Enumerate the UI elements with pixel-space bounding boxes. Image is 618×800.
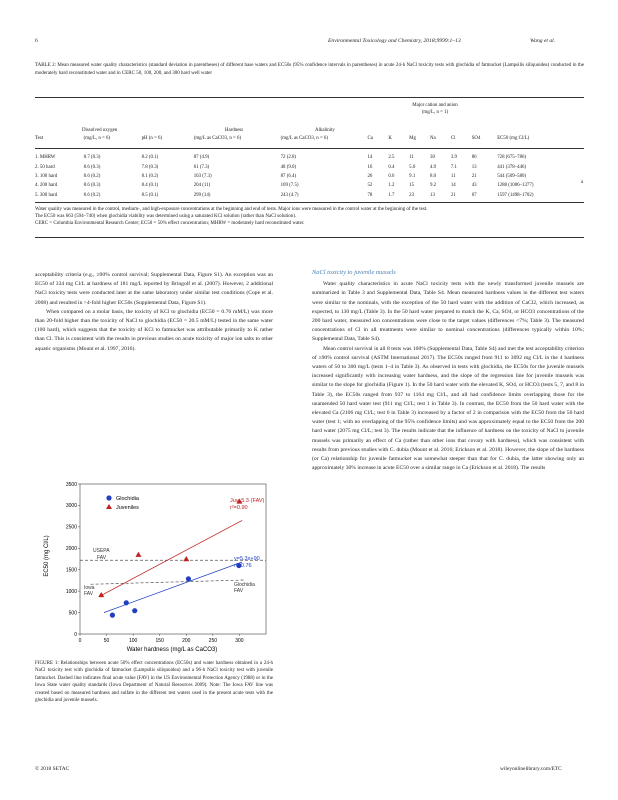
th-test: Test (35, 136, 44, 141)
running-header-journal: Environmental Toxicology and Chemistry, 2018;9999:1–13 (328, 38, 461, 44)
table-cell: 4. 200 hard (35, 183, 58, 189)
x-tick-label: 250 (208, 638, 218, 644)
table-cell: 8.6 (0.2) (83, 192, 101, 198)
annotation-usepa-fav: FAV (97, 555, 107, 561)
table-cell: 8.4 (0.1) (141, 183, 159, 189)
data-point-glochidia (124, 600, 129, 605)
table-cell: 52 (367, 183, 373, 189)
footer-copyright: © 2018 SETAC (35, 766, 70, 772)
table-cell: 87 (4.9) (193, 155, 210, 161)
figure-caption: FIGURE 1: Relationships between acute 50% effect concentrations (EC50s) and water hardness obtained in a 24-h NaCl toxicity test with glochidia of fatmucket (Lampsilis siliquoidea) and a 96-h NaCl toxicity test with juvenile fatmucket. Dashed line indicates final acute value (FAV) in the US Environmental Protection Agency (1988) or in the Iowa State water quality standards (Iowa Department of Natural Resources 2009). Note: The Iowa FAV line was created based on measured hardness and sulfate in the different test waters used in the present acute tests with the glochidia and juvenile mussels. (35, 661, 273, 704)
table-cell: 30 (430, 155, 435, 161)
y-axis-label: EC50 (mg Cl/L) (44, 535, 50, 577)
y-tick-label: 2000 (65, 546, 77, 553)
table-major-unit: (mg/L, n = 1) (421, 110, 449, 115)
table-cell: 2. 50 hard (35, 164, 55, 170)
th-ph: pH (n = 6) (141, 136, 163, 141)
table-row (35, 191, 590, 200)
th-k: K (388, 136, 392, 141)
table-cell: 1.7 (388, 192, 395, 198)
table-cell: 299 (14) (193, 192, 211, 198)
footer-link[interactable]: wileyonlinelibrary.com/ETC (500, 766, 562, 772)
table-cell: 1288 (1006–1377) (497, 183, 534, 189)
table-cell: 48 (9.0) (280, 164, 297, 170)
table-cell: 21 (471, 173, 477, 179)
annotation-juvenile-name: Juv. 5.3·(FAV) (230, 498, 265, 504)
annotation-usepa: USEPA (93, 548, 110, 554)
data-point-glochidia (110, 613, 115, 618)
table-row (35, 162, 590, 171)
y-tick-label: 0 (74, 631, 77, 638)
table-cell: 243 (4.7) (280, 192, 299, 198)
table-cell: 8.0 (430, 173, 437, 179)
table-cell: 169 (7.5) (280, 183, 299, 189)
y-tick-label: 3500 (65, 481, 77, 488)
annotation-glochidia-eq: y=5.3x+90 (234, 556, 260, 562)
table-cell: 3. 100 hard (35, 173, 58, 179)
table-cell: 8.6 (0.3) (83, 183, 101, 189)
y-tick-label: 3000 (65, 503, 77, 510)
table-superscript: a (581, 180, 584, 185)
table-cell: 204 (11) (193, 183, 211, 189)
th-hardness: (mg/L as CaCO3, n = 6) (193, 136, 242, 141)
table-cell: 7.1 (450, 164, 457, 170)
table-header-do: Dissolved oxygen (82, 128, 118, 133)
table-cell: 8.6 (0.3) (83, 164, 101, 170)
right-column-text (312, 268, 584, 473)
table-cell: 14 (367, 155, 373, 161)
table-major-group-header: Major cation and anion (412, 103, 458, 108)
data-point-glochidia (132, 608, 137, 613)
table-cell: 8.2 (0.1) (141, 155, 159, 161)
paragraph: Mean control survival in all 8 tests was 100% (Supplemental Data, Table S4) and met the test acceptability criterion of ≥90% control survival (ASTM International 2017). The EC50s ranged from 911 to 3092 mg Cl/L in the 4 hardness waters of 50 to 300 mg/L (tests 1–4 in Table 3). As observed in tests with glochidia, the EC50s for the juvenile mussels increased significantly with increasing water hardness, and the slope of the regression line for juvenile mussels was similar to the slope for glochidia (Figure 1). In the 50 hard water with the elevated K, SO4, or HCO3 (tests 5, 7, and 8 in Table 3), the EC50s ranged from 937 to 1164 mg Cl/L, and all had confidence limits overlapping those for the unamended 50 hard water test (911 mg Cl/L; test 1 in Table 3). In contrast, the EC50 from the 50 hard water with the elevated Ca (2106 mg Cl/L; test 6 in Table 3) increased by a factor of 2 in comparison with the EC50 from the 50 hard water (test 1; with no overlapping of the 95% confidence limits) and was approximately equal to the EC50 from the 200 hard water (2075 mg Cl/L; test 3). The results indicate that the influence of hardness on the toxicity of NaCl to juvenile mussels was primarily an effect of Ca (rather than other ions that covary with hardness), which was consistent with results from previous studies with C. dubia (Mount et al. 2016; Erickson et al. 2018). However, the slope of the hardness (or Ca) relationship for juvenile fatmucket was somewhat steeper than that for C. dubia, the latter showing only an approximately 30% increase in acute EC50 over a similar range in Ca (Erickson et al. 2018). The results (312, 345, 584, 472)
th-na: Na (430, 136, 436, 141)
table-cell: 441 (378–446) (497, 164, 527, 170)
table-cell: 0.6 (388, 173, 395, 179)
table-cell: 15 (409, 183, 415, 189)
legend-glochidia-marker (106, 495, 111, 500)
x-tick-label: 0 (78, 638, 82, 644)
table-cell: 3.9 (450, 155, 457, 161)
left-column-text (35, 271, 273, 354)
x-tick-label: 200 (182, 638, 191, 644)
table-notes (35, 206, 584, 227)
annotation-iowa: Iowa (84, 585, 95, 591)
table-cell: 61 (7.3) (193, 164, 210, 170)
legend-glochidia-label: Glochidia (116, 496, 139, 502)
th-alkalinity: (mg/L as CaCO3, n = 6) (280, 136, 328, 141)
table-cell: 544 (509–580) (497, 173, 527, 179)
table-cell: 43 (471, 183, 477, 189)
table-header-hardness: Hardness (225, 128, 244, 133)
x-tick-label: 50 (103, 638, 110, 644)
th-ca: Ca (367, 136, 373, 141)
th-mg: Mg (409, 136, 416, 141)
th-so4: SO4 (471, 136, 481, 141)
table-cell: 13 (471, 164, 477, 170)
table-cell: 103 (7.3) (193, 173, 212, 179)
table-row (35, 153, 590, 162)
th-cl: Cl (450, 136, 456, 141)
x-tick-label: 100 (128, 638, 138, 644)
table-header-alkalinity: Alkalinity (315, 128, 335, 133)
table-cell: 4.9 (430, 164, 437, 170)
table-cell: 8.6 (0.2) (83, 173, 101, 179)
table-cell: 23 (409, 192, 415, 198)
th-do: (mg/L, n = 6) (83, 136, 111, 141)
table-cell: 1597 (1498–1702) (497, 192, 534, 198)
table-cell: 11 (409, 155, 414, 161)
x-tick-label: 150 (155, 638, 164, 644)
annotation-iowa-fav: FAV (84, 591, 94, 597)
table-cell: 26 (367, 173, 373, 179)
table-body (35, 153, 590, 200)
table-cell: 72 (2.8) (280, 155, 297, 161)
table-cell: 67 (471, 192, 477, 198)
table-header-rule (35, 148, 584, 149)
table-cell: 8.5 (0.1) (141, 192, 159, 198)
table-note: The EC50 was 663 (594–740) when glochidia viability was determined using a saturated KCl solution (rather than NaCl solution). (35, 214, 297, 219)
section-heading: NaCl toxicity to juvenile mussels (312, 269, 396, 276)
th-ec50: EC50 (mg Cl/L) (497, 136, 530, 141)
x-axis-label: Water hardness (mg/L as CaCO3) (126, 647, 218, 653)
table-end-rule (35, 237, 584, 238)
table-cell: 5. 300 hard (35, 192, 58, 198)
data-point-glochidia (186, 576, 191, 581)
annotation-juvenile-r2: r²=0.90 (230, 505, 248, 511)
table-bottom-rule (35, 202, 584, 203)
paragraph: When compared on a molar basis, the toxicity of KCl to glochidia (EC50 = 0.76 mM/L) was more than 20-fold higher than the toxicity of NaCl to glochidia (EC50 = 20.5 mM/L) tested in the same water (100 hard), which suggests that the toxicity of KCl to fatmucket was attributable primarily to K rather than Cl. This is consistent with the results in previous studies on acute toxicity of major ion salts to other aquatic organisms (Mount et al. 1997, 2016). (35, 308, 273, 352)
y-tick-label: 2500 (65, 524, 77, 531)
table-cell: 9.2 (430, 183, 437, 189)
paragraph: acceptability criteria (e.g., ≥90% control survival; Supplemental Data, Figure S1). An exception was an EC50 of 334 mg Cl/L at hardness of 181 mg/L reported by Bringolf et al. (2007). However, 2 additional NaCl toxicity tests were conducted later at the same laboratory under similar test conditions (Cope et al. 2008) and resulted in >4-fold higher EC50s (Supplemental Data, Figure S1). (35, 272, 273, 306)
table-cell: 7.8 (0.3) (141, 164, 159, 170)
y-tick-label: 500 (68, 610, 77, 617)
table-cell: 14 (450, 183, 456, 189)
table-top-rule (35, 97, 584, 98)
y-tick-label: 1500 (65, 567, 77, 574)
table-row (35, 172, 590, 181)
table-note: CERC = Columbia Environmental Research Center; EC50 = 50% effect concentration; MHRW = moderately hard reconstituted water. (35, 221, 305, 226)
table-note: Water quality was measured in the control, medium-, and high-exposure concentrations at the beginning and end of tests. Major ions were measured in the control water at the beginning of the test. (35, 207, 428, 212)
table-cell: 86 (471, 155, 477, 161)
table-cell: 2.5 (388, 155, 395, 161)
table-header-row (35, 136, 590, 141)
table-cell: 728 (675–786) (497, 155, 527, 161)
page-number: 6 (35, 38, 38, 44)
table-cell: 16 (367, 164, 373, 170)
table-cell: 13 (430, 192, 435, 198)
table-cell: 8.7 (0.3) (83, 155, 101, 161)
table-cell: 0.4 (388, 164, 395, 170)
table-cell: 1.2 (388, 183, 395, 189)
figure-1-chart (40, 474, 280, 656)
y-tick-label: 1000 (65, 588, 77, 595)
annotation-glochidia-name: Glochidia (234, 582, 255, 588)
table-cell: 1. MHRW (35, 155, 56, 161)
running-header-authors: Wang et al. (530, 38, 556, 44)
table-row (35, 181, 590, 190)
table-caption: TABLE 2: Mean measured water quality characteristics (standard deviation in parentheses) of different base waters and EC50s (95% confidence intervals in parentheses) in acute 24-h NaCl toxicity tests with glochidia of fatmucket (Lampsilis siliquoidea) conducted in the moderately hard reconstituted water and in CERC 50, 100, 200, and 300 hard well water (35, 63, 584, 76)
annotation-glochidia-fav: FAV (234, 588, 244, 594)
table-cell: 5.0 (409, 164, 416, 170)
legend-juveniles-label: Juveniles (116, 505, 139, 511)
table-cell: 87 (6.4) (280, 173, 297, 179)
table-cell: 78 (367, 192, 373, 198)
table-cell: 11 (450, 173, 456, 179)
paragraph: Water quality characteristics in acute NaCl toxicity tests with the newly transformed juvenile mussels are summarized in Table 3 and Supplemental Data, Table S4. Mean measured hardness values in the different test waters were similar to the nominals, with the exception of the 50 hard water with the addition of CaCl2, which increased, as expected, to 130 mg/L (Table 3). In the 50 hard water prepared to match the K, Ca, SO4, or HCO3 concentrations of the 200 hard water, measured ion concentrations were close to the target values (differences <7%; Table 3). The measured concentrations of Cl in all treatments were similar to nominal concentrations (differences typically within 10%; Supplemental Data, Table S4). (312, 281, 584, 343)
table-cell: 9.1 (409, 173, 416, 179)
x-tick-label: 300 (235, 638, 244, 644)
table-cell: 21 (450, 192, 456, 198)
table-cell: 8.1 (0.2) (141, 173, 159, 179)
annotation-glochidia-r2: r²=0.76 (234, 563, 252, 569)
